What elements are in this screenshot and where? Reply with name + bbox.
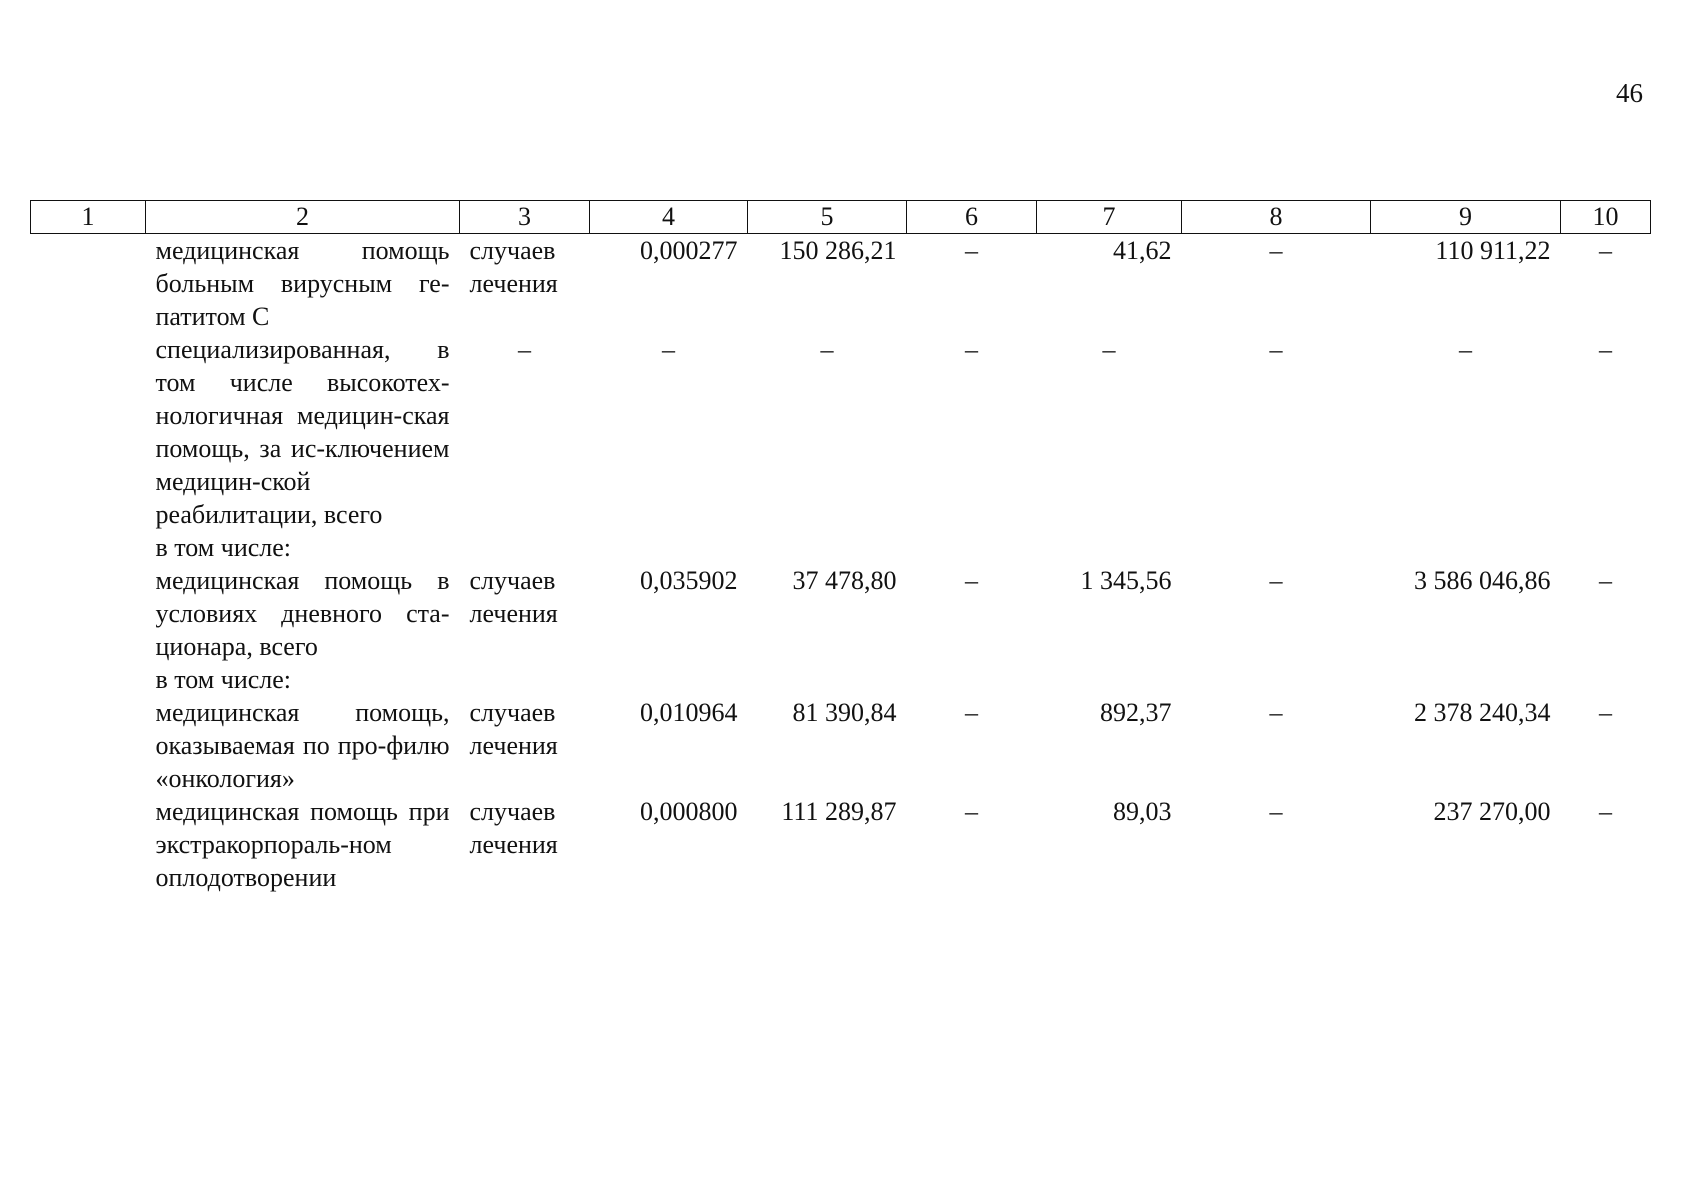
- cell-col10: –: [1599, 698, 1612, 727]
- cell-col8: –: [1269, 236, 1283, 265]
- column-header-7: 7: [1037, 201, 1182, 234]
- cell-col5: [748, 663, 907, 696]
- cell-col9: [1371, 531, 1561, 564]
- cell-name: специализированная, в том числе высокотех-нологичная медицин-ская помощь, за ис-ключением медицин-ской реабилитации, всего: [155, 335, 450, 529]
- cell-col6: [907, 663, 1037, 696]
- cell-col6: –: [965, 335, 978, 364]
- cell-col7: 892,37: [1100, 698, 1172, 727]
- column-header-5: 5: [748, 201, 907, 234]
- cell-name: медицинская помощь при экстракорпораль-ном оплодотворении: [155, 797, 450, 892]
- cell-col9: 3 586 046,86: [1414, 566, 1551, 595]
- column-header-1: 1: [31, 201, 146, 234]
- cell-name: медицинская помощь больным вирусным ге-патитом С: [155, 236, 450, 331]
- cell-col5: [748, 531, 907, 564]
- cell-col6: –: [965, 236, 978, 265]
- cell-col4: 0,035902: [640, 566, 738, 595]
- cell-col5: 111 289,87: [781, 797, 897, 826]
- cell-col7: 1 345,56: [1080, 566, 1172, 595]
- cell-col4: –: [662, 335, 675, 364]
- cell-col9: 2 378 240,34: [1414, 698, 1551, 727]
- cell-col8: –: [1269, 698, 1283, 727]
- cell-col7: 41,62: [1113, 236, 1172, 265]
- column-header-9: 9: [1371, 201, 1561, 234]
- cell-col4: 0,000800: [640, 797, 738, 826]
- cell-col6: –: [965, 566, 978, 595]
- cell-unit: случаев лечения: [469, 797, 558, 859]
- column-header-6: 6: [907, 201, 1037, 234]
- cell-col7: –: [1102, 335, 1116, 364]
- cell-col9: –: [1459, 335, 1472, 364]
- table-row: [31, 531, 1651, 564]
- cell-col9: [1371, 663, 1561, 696]
- cell-col10: –: [1599, 797, 1612, 826]
- cell-col7: [1037, 531, 1182, 564]
- cell-name: медицинская помощь в условиях дневного ста-ционара, всего: [155, 566, 450, 661]
- cell-col5: 150 286,21: [779, 236, 897, 265]
- cell-col8: [1182, 663, 1371, 696]
- cell-col7: [1037, 663, 1182, 696]
- cell-col1: [31, 795, 146, 894]
- cell-unit: –: [518, 335, 531, 364]
- cell-name: медицинская помощь, оказываемая по про-филю «онкология»: [155, 698, 450, 793]
- cell-col9: 110 911,22: [1435, 236, 1551, 265]
- cell-unit: случаев лечения: [469, 236, 558, 298]
- page-number: 46: [1616, 78, 1643, 108]
- cell-col4: 0,000277: [640, 236, 738, 265]
- column-header-2: 2: [146, 201, 460, 234]
- table-row: [31, 564, 1651, 663]
- column-header-8: 8: [1182, 201, 1371, 234]
- cell-col8: –: [1269, 797, 1283, 826]
- table-header: [31, 201, 1651, 234]
- cell-col1: [31, 564, 146, 663]
- cell-unit: случаев лечения: [469, 698, 558, 760]
- cell-col8: –: [1269, 566, 1283, 595]
- cell-col1: [31, 234, 146, 334]
- column-header-10: 10: [1561, 201, 1651, 234]
- header-row: [31, 201, 1651, 234]
- cell-col8: [1182, 531, 1371, 564]
- table-row: [31, 663, 1651, 696]
- cell-unit: [460, 663, 590, 696]
- table-row: [31, 333, 1651, 531]
- column-header-3: 3: [460, 201, 590, 234]
- column-header-4: 4: [590, 201, 748, 234]
- cell-col10: [1561, 663, 1651, 696]
- cell-col5: 81 390,84: [792, 698, 897, 727]
- table-row: [31, 696, 1651, 795]
- cell-col6: –: [965, 797, 978, 826]
- cell-col5: 37 478,80: [792, 566, 897, 595]
- table-row: [31, 234, 1651, 334]
- cell-col1: [31, 696, 146, 795]
- cell-col4: [590, 531, 748, 564]
- cell-col1: [31, 663, 146, 696]
- cell-col10: [1561, 531, 1651, 564]
- cell-col7: 89,03: [1113, 797, 1172, 826]
- cell-col10: –: [1599, 236, 1612, 265]
- cell-col6: [907, 531, 1037, 564]
- cell-col5: –: [820, 335, 834, 364]
- cell-name: в том числе:: [155, 533, 292, 562]
- cell-unit: случаев лечения: [469, 566, 558, 628]
- cell-unit: [460, 531, 590, 564]
- cell-col4: [590, 663, 748, 696]
- cell-col6: –: [965, 698, 978, 727]
- table-body: [31, 234, 1651, 895]
- cell-col1: [31, 333, 146, 531]
- cell-name: в том числе:: [155, 665, 292, 694]
- cell-col10: –: [1599, 566, 1612, 595]
- cell-col10: –: [1599, 335, 1612, 364]
- cell-col8: –: [1269, 335, 1283, 364]
- cell-col9: 237 270,00: [1433, 797, 1551, 826]
- cell-col4: 0,010964: [640, 698, 738, 727]
- data-table: [30, 200, 1651, 894]
- cell-col1: [31, 531, 146, 564]
- table-row: [31, 795, 1651, 894]
